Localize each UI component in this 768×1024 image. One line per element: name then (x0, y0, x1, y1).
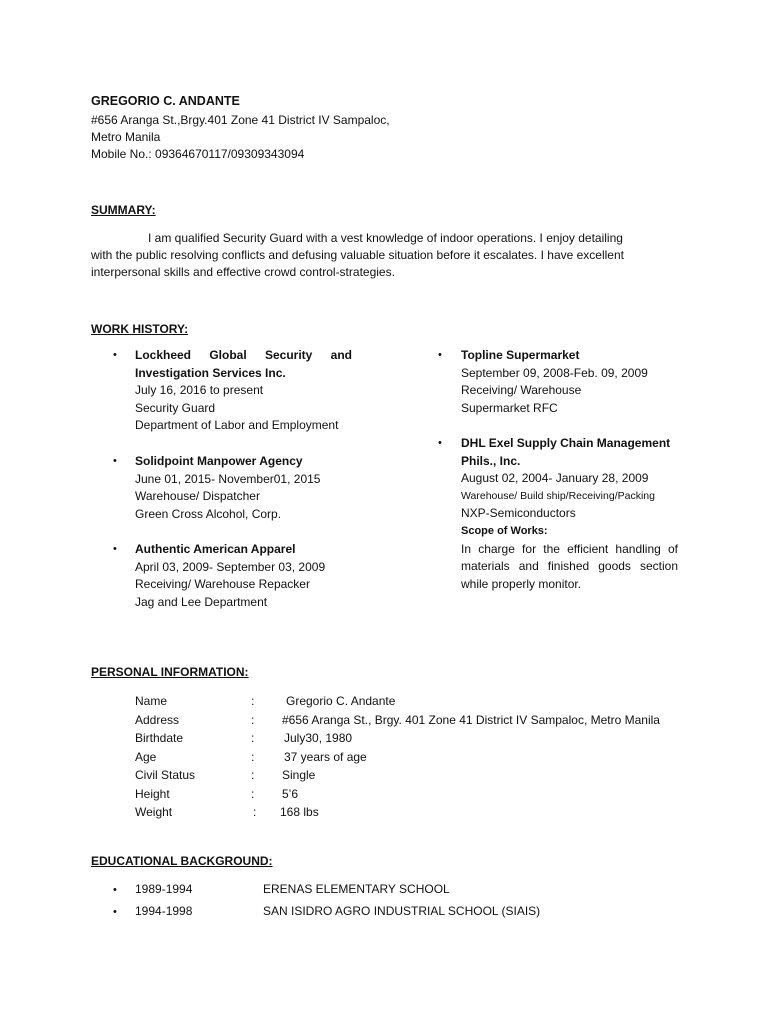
job-client: Jag and Lee Department (135, 594, 268, 609)
job-role: Security Guard (135, 400, 216, 415)
bullet-icon: • (113, 884, 117, 896)
job-dates: June 01, 2015- November01, 2015 (135, 471, 321, 486)
scope-line: materials and finished goods section (461, 559, 678, 574)
job-title: Solidpoint Manpower Agency (135, 454, 303, 468)
summary-heading: SUMMARY: (91, 203, 156, 217)
work-history-heading: WORK HISTORY: (91, 322, 189, 336)
info-value: July30, 1980 (284, 731, 353, 745)
info-colon: : (251, 712, 255, 727)
job-title: Lockheed Global Security and (135, 348, 352, 362)
info-row (0, 785, 768, 804)
info-label: Birthdate (135, 731, 184, 745)
job-title: Authentic American Apparel (135, 542, 296, 556)
scope-line: In charge for the efficient handling of (461, 541, 678, 556)
info-value: Single (282, 768, 316, 782)
info-label: Age (135, 749, 157, 764)
summary-text (91, 230, 656, 281)
job-dates: September 09, 2008-Feb. 09, 2009 (461, 365, 648, 380)
job-title: DHL Exel Supply Chain Management (461, 436, 671, 450)
info-value: #656 Aranga St., Brgy. 401 Zone 41 District IV Sampaloc, Metro Manila (282, 712, 660, 727)
job-role: Receiving/ Warehouse (461, 383, 582, 398)
info-value: 37 years of age (284, 749, 367, 764)
job-client: Supermarket RFC (461, 400, 558, 415)
job-client: NXP-Semiconductors (461, 506, 576, 521)
info-row (0, 803, 768, 822)
info-row (0, 766, 768, 785)
info-label: Height (135, 786, 170, 801)
scope-label: Scope of Works: (461, 524, 548, 537)
info-colon: : (251, 731, 255, 745)
info-label: Weight (135, 805, 173, 819)
info-colon: : (251, 694, 255, 708)
info-colon: : (251, 786, 255, 801)
info-label: Address (135, 712, 180, 727)
job-dates: July 16, 2016 to present (135, 383, 264, 398)
job-role: Warehouse/ Dispatcher (135, 489, 260, 504)
job-role: Receiving/ Warehouse Repacker (135, 577, 310, 592)
job-client: Department of Labor and Employment (135, 418, 339, 433)
info-row (0, 729, 768, 748)
summary-line: interpersonal skills and effective crowd control-strategies. (91, 265, 395, 279)
applicant-name: GREGORIO C. ANDANTE (91, 94, 240, 108)
education-school: ERENAS ELEMENTARY SCHOOL (263, 882, 450, 896)
address-line-2: Metro Manila (91, 130, 161, 144)
address-line-1: #656 Aranga St.,Brgy.401 Zone 41 District IV Sampaloc, (91, 113, 390, 127)
education-school: SAN ISIDRO AGRO INDUSTRIAL SCHOOL (SIAIS) (263, 904, 541, 918)
info-colon: : (253, 805, 257, 819)
scope-line: while properly monitor. (461, 576, 582, 591)
bullet-icon: • (113, 349, 117, 361)
info-row (0, 692, 768, 711)
bullet-icon: • (438, 437, 442, 449)
info-colon: : (251, 768, 255, 782)
education-years: 1994-1998 (135, 904, 193, 918)
bullet-icon: • (113, 543, 117, 555)
info-value: 5’6 (282, 786, 299, 801)
mobile-number: Mobile No.: 09364670117/09309343094 (91, 147, 305, 161)
job-role: Warehouse/ Build ship/Receiving/Packing (461, 489, 655, 502)
job-title: Investigation Services Inc. (135, 365, 286, 380)
bullet-icon: • (113, 455, 117, 467)
info-label: Civil Status (135, 768, 196, 782)
summary-line: I am qualified Security Guard with a vest knowledge of indoor operations. I enjoy detailing (148, 231, 623, 245)
info-row (0, 748, 768, 767)
job-title: Phils., Inc. (461, 453, 521, 468)
education-heading: EDUCATIONAL BACKGROUND: (91, 854, 273, 868)
bullet-icon: • (438, 349, 442, 361)
info-value: Gregorio C. Andante (286, 694, 396, 708)
info-row (0, 711, 768, 730)
summary-line: with the public resolving conflicts and defusing valuable situation before it escalates. I have excellent (91, 248, 624, 262)
education-years: 1989-1994 (135, 882, 193, 896)
job-dates: August 02, 2004- January 28, 2009 (461, 471, 649, 486)
info-label: Name (135, 694, 168, 708)
bullet-icon: • (113, 906, 117, 918)
job-title: Topline Supermarket (461, 348, 580, 362)
personal-info-heading: PERSONAL INFORMATION: (91, 665, 249, 679)
job-dates: April 03, 2009- September 03, 2009 (135, 559, 326, 574)
info-colon: : (251, 749, 255, 764)
job-client: Green Cross Alcohol, Corp. (135, 506, 282, 521)
info-value: 168 lbs (280, 805, 319, 819)
